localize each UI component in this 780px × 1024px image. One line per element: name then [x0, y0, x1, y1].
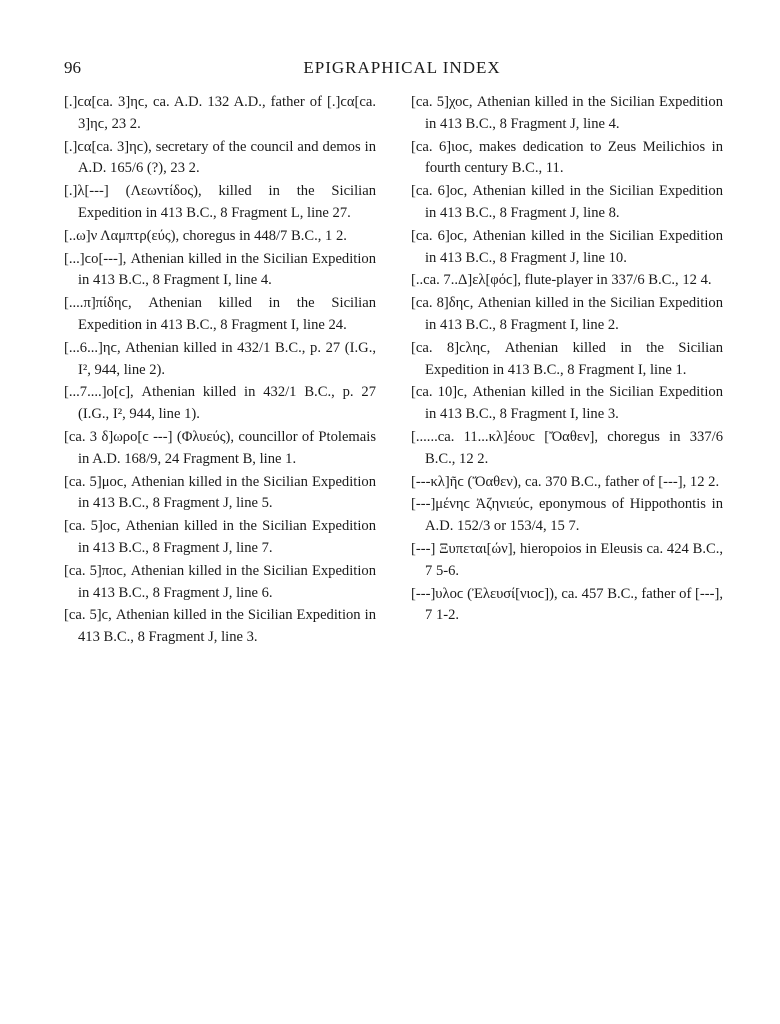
index-entry: [ca. 5]οϲ, Athenian killed in the Sicilian Expedition in 413 B.C., 8 Fragment J, line 7. — [64, 518, 376, 556]
index-entry: [---κλ]ῆϲ (Ὄαθεν), ca. 370 B.C., father of [---], 12 2. — [411, 473, 720, 490]
index-entry: [...7....]ο[ϲ], Athenian killed in 432/1 B.C., p. 27 (I.G., I², 944, line 1). — [64, 384, 376, 423]
index-entry: [ca. 5]μοϲ, Athenian killed in the Sicilian Expedition in 413 B.C., 8 Fragment J, line 5. — [64, 473, 376, 512]
index-entry: [ca. 6]ιοϲ, makes dedication to Zeus Meilichios in fourth century B.C., 11. — [411, 138, 723, 177]
index-entry: [ca. 6]οϲ, Athenian killed in the Sicilian Expedition in 413 B.C., 8 Fragment J, line 10. — [411, 227, 723, 266]
index-entry: [---] Ξυπεται[ών], hieropoios in Eleusis ca. 424 B.C., 7 5-6. — [411, 540, 723, 579]
index-entry: [ca. 8]δηϲ, Athenian killed in the Sicilian Expedition in 413 B.C., 8 Fragment I, line 2. — [411, 295, 723, 333]
index-entry: [ca. 5]ποϲ, Athenian killed in the Sicilian Expedition in 413 B.C., 8 Fragment J, line 6. — [64, 562, 376, 601]
index-entry: [.]λ[---] (Λεωντίδος), killed in the Sicilian Expedition in 413 B.C., 8 Fragment L, line 27. — [64, 183, 376, 221]
index-entry: [ca. 8]ϲληϲ, Athenian killed in the Sicilian Expedition in 413 B.C., 8 Fragment I, line 1. — [411, 339, 723, 378]
index-column-right — [411, 92, 723, 628]
index-entry: [..ω]ν Λαμπτρ(εύς), choregus in 448/7 B.C., 1 2. — [64, 227, 347, 244]
index-entry: [ca. 5]χοϲ, Athenian killed in the Sicilian Expedition in 413 B.C., 8 Fragment J, line 4. — [411, 94, 723, 132]
index-entry: [......ca. 11...κλ]έουϲ [Ὄαθεν], choregus in 337/6 B.C., 12 2. — [411, 428, 723, 467]
index-entry: [....π]πίδηϲ, Athenian killed in the Sicilian Expedition in 413 B.C., 8 Fragment I, line 24. — [64, 295, 376, 333]
index-column-left — [64, 92, 376, 650]
index-entry: [ca. 6]οϲ, Athenian killed in the Sicilian Expedition in 413 B.C., 8 Fragment J, line 8. — [411, 183, 723, 221]
running-title: EPIGRAPHICAL INDEX — [303, 58, 501, 77]
index-entry: [---]υλοϲ (Ἐλευσί[νιοϲ]), ca. 457 B.C., father of [---], 7 1-2. — [411, 585, 723, 624]
index-entry: [.]ϲα[ca. 3]ηϲ, ca. A.D. 132 A.D., father of [.]ϲα[ca. 3]ηϲ, 23 2. — [64, 94, 376, 132]
page-number: 96 — [64, 58, 81, 77]
index-entry: [ca. 5]ϲ, Athenian killed in the Sicilian Expedition in 413 B.C., 8 Fragment J, line 3. — [64, 607, 376, 646]
page-header — [64, 58, 740, 82]
index-entry: [ca. 3 δ]ωρο[ϲ ---] (Φλυεύς), councillor of Ptolemais in A.D. 168/9, 24 Fragment B, line 1. — [64, 428, 376, 467]
index-entry: [...6...]ηϲ, Athenian killed in 432/1 B.C., p. 27 (I.G., I², 944, line 2). — [64, 339, 376, 378]
index-entry: [..ca. 7..Δ]ελ[φόϲ], flute-player in 337/6 B.C., 12 4. — [411, 272, 712, 289]
index-entry: [.]ϲα[ca. 3]ηϲ), secretary of the council and demos in A.D. 165/6 (?), 23 2. — [64, 138, 376, 177]
index-entry: [---]μένηϲ Ἀζηνιεύϲ, eponymous of Hippothontis in A.D. 152/3 or 153/4, 15 7. — [411, 496, 723, 535]
index-entry: [...]ϲο[---], Athenian killed in the Sicilian Expedition in 413 B.C., 8 Fragment I, line 4. — [64, 250, 376, 289]
index-entry: [ca. 10]ϲ, Athenian killed in the Sicilian Expedition in 413 B.C., 8 Fragment I, line 3. — [411, 384, 723, 423]
